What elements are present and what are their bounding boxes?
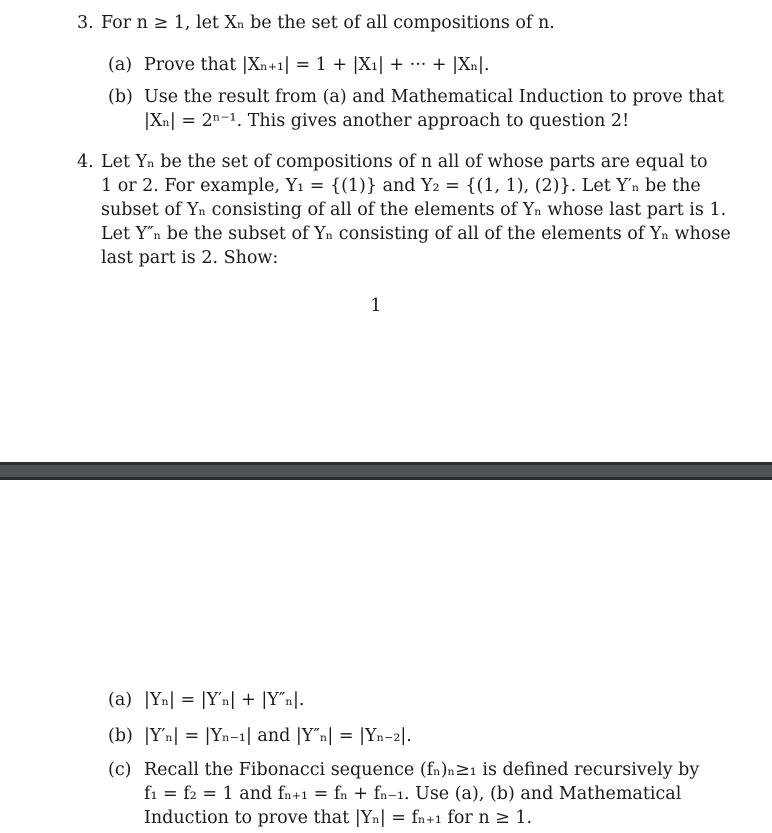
q4c-line-2: f₁ = f₂ = 1 and fₙ₊₁ = fₙ + fₙ₋₁. Use (a), (b) and Mathematical: [144, 784, 682, 804]
q4c-label: (c): [108, 760, 132, 780]
q4-line-1: Let Yₙ be the set of compositions of n all of whose parts are equal to: [101, 152, 708, 172]
page-2: [0, 480, 772, 833]
page-divider: [0, 462, 772, 480]
q3-number: 3.: [77, 13, 94, 33]
q4c-line-3: Induction to prove that |Yₙ| = fₙ₊₁ for n ≥ 1.: [144, 808, 533, 828]
q4a-label: (a): [108, 690, 133, 710]
q4-line-4: Let Y″ₙ be the subset of Yₙ consisting of all of the elements of Yₙ whose: [101, 224, 731, 244]
q4c-line-1: Recall the Fibonacci sequence (fₙ)ₙ≥₁ is defined recursively by: [144, 760, 700, 780]
q4a-text: |Yₙ| = |Y′ₙ| + |Y″ₙ|.: [144, 690, 305, 710]
q3b-line-1: Use the result from (a) and Mathematical Induction to prove that: [144, 87, 725, 107]
q3b-line-2: |Xₙ| = 2ⁿ⁻¹. This gives another approach to question 2!: [144, 111, 630, 131]
q4-line-2: 1 or 2. For example, Y₁ = {(1)} and Y₂ = {(1, 1), (2)}. Let Y′ₙ be the: [101, 176, 701, 196]
q4b-label: (b): [108, 726, 133, 746]
q4-line-5: last part is 2. Show:: [101, 248, 279, 268]
q3-statement: For n ≥ 1, let Xₙ be the set of all compositions of n.: [101, 13, 555, 33]
q4-number: 4.: [77, 152, 94, 172]
q4-line-3: subset of Yₙ consisting of all of the elements of Yₙ whose last part is 1.: [101, 200, 727, 220]
q3a-text: Prove that |Xₙ₊₁| = 1 + |X₁| + ··· + |Xₙ|.: [144, 55, 490, 75]
q3a-label: (a): [108, 55, 133, 75]
q4b-text: |Y′ₙ| = |Yₙ₋₁| and |Y″ₙ| = |Yₙ₋₂|.: [144, 726, 412, 746]
q3b-label: (b): [108, 87, 133, 107]
page-number: 1: [370, 296, 382, 316]
